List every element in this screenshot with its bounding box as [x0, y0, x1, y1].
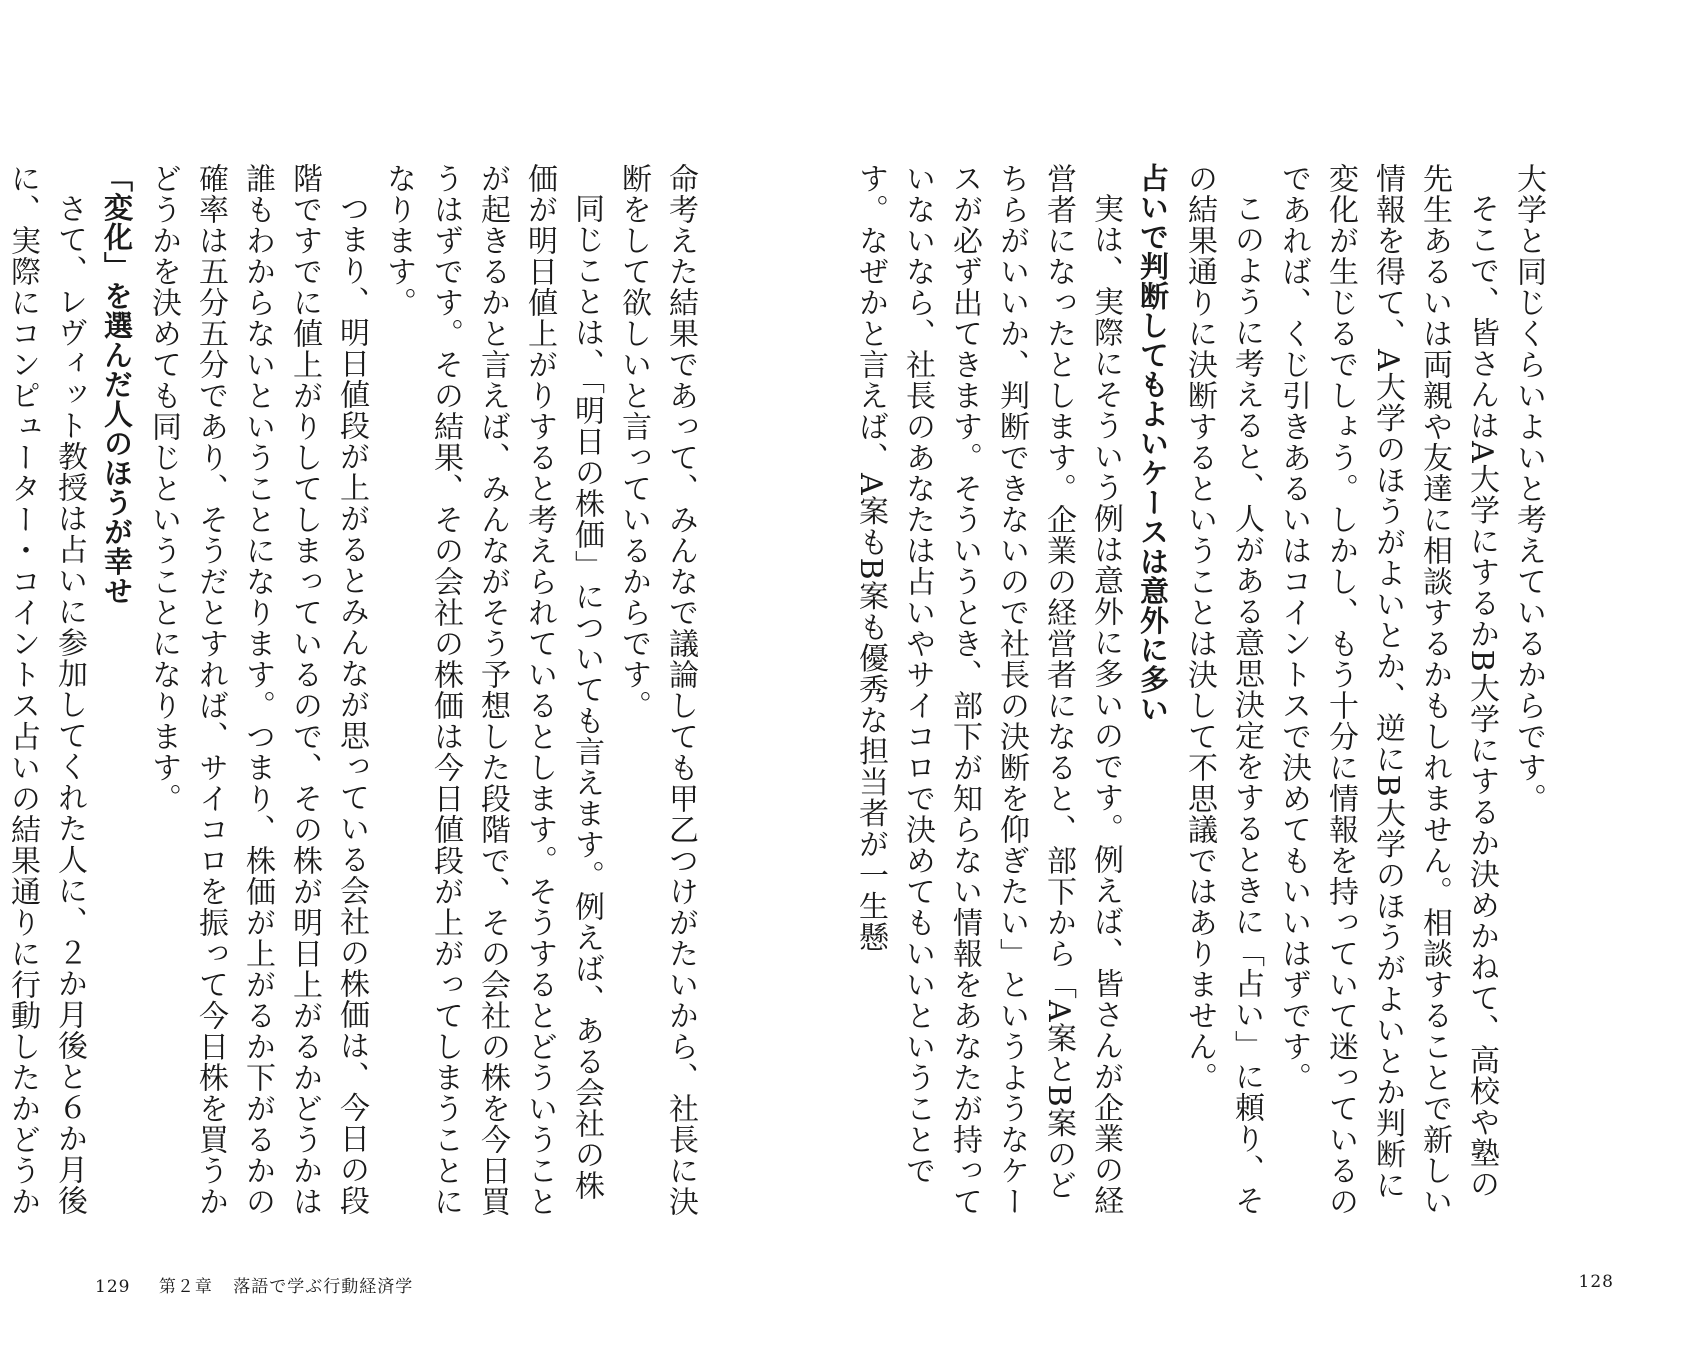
paragraph: つまり、明日値段が上がるとみんなが思っている会社の株価は、今日の段階ですでに値上がりしてしまっているので、その株が明日上がるかどうかは誰もわからないということになります。つまり、株価が上がるか下がるかの確率は五分五分であり、そうだとすれば、サイコロを振って今日株を買うかどうかを決めても同じということになります。 [146, 163, 369, 1217]
paragraph: さて、レヴィット教授は占いに参加してくれた人に、２か月後と６か月後に、実際にコンピューター・コイントス占いの結果通りに行動したかどうか [5, 163, 87, 1217]
running-footer [95, 1272, 413, 1297]
right-page [852, 0, 1704, 1350]
section-heading: 占いで判断してもよいケースは意外に多い [1136, 163, 1170, 724]
section-heading: 「変化」を選んだ人のほうが幸せ [100, 163, 134, 606]
right-page-text [853, 163, 1552, 1218]
paragraph: 実は、実際にそういう例は意外に多いのです。例えば、皆さんが企業の経営者になったとします。企業の経営者になると、部下から「A案とB案のどちらがいいか、判断できないので社長の決断を仰ぎたい」というようなケースが必ず出てきます。そういうとき、部下が知らない情報をあなたが持っていないなら、社長のあなたは占いやサイコロで決めてもいいということです。なぜかと言えば、A案もB案も優秀な担当者が一生懸 [853, 163, 1123, 1217]
paragraph: 同じことは、「明日の株価」についても言えます。例えば、ある会社の株価が明日値上がりすると考えられているとします。そうするとどういうことが起きるかと言えば、みんながそう予想した段階で、その会社の株を今日買うはずです。その結果、その会社の株価は今日値段が上がってしまうことになります。 [381, 163, 604, 1217]
continuation-paragraph: 大学と同じくらいよいと考えているからです。 [1511, 163, 1546, 814]
page-number: 129 [95, 1277, 131, 1297]
paragraph: そこで、皆さんはA大学にするかB大学にするか決めかねて、高校や塾の先生あるいは両親や友達に相談するかもしれません。相談することで新しい情報を得て、A大学のほうがよいとか、逆にB大学のほうがよいとか判断に変化が生じるでしょう。しかし、もう十分に情報を持っていて迷っているのであれば、くじ引きあるいはコイントスで決めてもいいはずです。 [1276, 163, 1499, 1217]
chapter-title: 落語で学ぶ行動経済学 [233, 1277, 414, 1297]
chapter-label: 第２章 [158, 1277, 213, 1297]
paragraph: このように考えると、人がある意思決定をするときに「占い」に頼り、その結果通りに決断するということは決して不思議ではありません。 [1182, 163, 1264, 1216]
page-number: 128 [1578, 1272, 1614, 1292]
continuation-paragraph: 命考えた結果であって、みんなで議論しても甲乙つけがたいから、社長に決断をして欲しいと言っているからです。 [616, 163, 698, 1217]
running-footer [1579, 1272, 1614, 1292]
left-page-text [5, 163, 704, 1218]
